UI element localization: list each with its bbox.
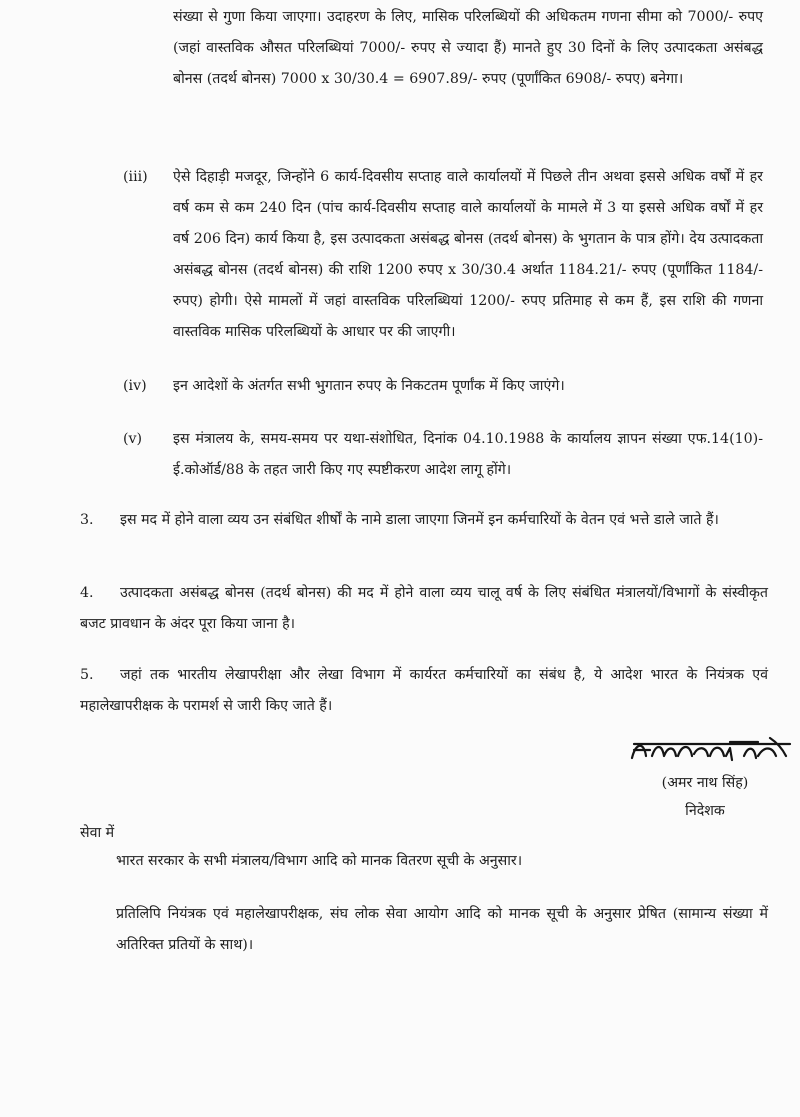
item-iii [123,162,763,352]
paragraph-5 [80,660,768,722]
paragraph-text: इस मद में होने वाला व्यय उन संबंधित शीर्षों के नामे डाला जाएगा जिनमें इन कर्मचारियों के वेतन एवं भत्ते डाले जाते हैं। [120,512,719,528]
item-text: इन आदेशों के अंतर्गत सभी भुगतान रुपए के निकटतम पूर्णांक में किए जाएंगे। [173,378,565,394]
item-number: (v) [123,431,143,447]
item-iv [123,371,763,403]
continuation-text: संख्या से गुणा किया जाएगा। उदाहरण के लिए, मासिक परिलब्धियों की अधिकतम गणना सीमा को 7000/- रुपए (जहां वास्तविक औसत परिलब्धियां 7000/- रुपए से ज्यादा हैं) मानते हुए 30 दिनों के लिए उत्पादकता असंबद्ध बोनस (तदर्थ बोनस) 7000 x 30/30.4 = 6907.89/- रुपए (पूर्णांकित 6908/- रुपए) बनेगा। [173,9,763,87]
signatory-name: (अमर नाथ सिंह) [661,775,749,791]
item-text: ऐसे दिहाड़ी मजदूर, जिन्होंने 6 कार्य-दिवसीय सप्ताह वाले कार्यालयों में पिछले तीन अथवा इससे अधिक वर्षों में हर वर्ष कम से कम 240 दिन (पांच कार्य-दिवसीय सप्ताह वाले कार्यालयों के मामले में 3 या इससे अधिक वर्षों में हर वर्ष 206 दिन) कार्य किया है, इस उत्पादकता असंबद्ध बोनस (तदर्थ बोनस) के भुगतान के पात्र होंगे। देय उत्पादकता असंबद्ध बोनस (तदर्थ बोनस) की राशि 1200 रुपए x 30/30.4 अर्थात 1184.21/- रुपए (पूर्णांकित 1184/- रुपए) होगी। ऐसे मामलों में जहां वास्तविक परिलब्धियां 1200/- रुपए प्रतिमाह से कम हैं, इस राशि की गणना वास्तविक मासिक परिलब्धियों के आधार पर की जाएगी। [173,169,763,340]
distribution-copy: प्रतिलिपि नियंत्रक एवं महालेखापरीक्षक, संघ लोक सेवा आयोग आदि को मानक सूची के अनुसार प्रेषित (सामान्य संख्या में अतिरिक्त प्रतियों के साथ)। [116,906,768,953]
item-text: इस मंत्रालय के, समय-समय पर यथा-संशोधित, दिनांक 04.10.1988 के कार्यालय ज्ञापन संख्या एफ.14(10)-ई.कोऑर्ड/88 के तहत जारी किए गए स्पष्टीकरण आदेश लागू होंगे। [173,431,763,478]
signatory-designation: निदेशक [685,803,725,819]
paragraph-4 [80,578,768,640]
paragraph-number: 5. [80,667,94,683]
paragraph-number: 3. [80,512,94,528]
signature-image [626,734,796,770]
item-number: (iii) [123,169,148,185]
item-v [123,424,763,488]
paragraph-text: उत्पादकता असंबद्ध बोनस (तदर्थ बोनस) की मद में होने वाला व्यय चालू वर्ष के लिए संबंधित मंत्रालयों/विभागों के संस्वीकृत बजट प्रावधान के अंदर पूरा किया जाना है। [80,585,768,632]
item-number: (iv) [123,378,147,394]
distribution-heading: सेवा में [80,825,115,841]
paragraph-number: 4. [80,585,94,601]
paragraph-3 [80,505,768,536]
paragraph-text: जहां तक भारतीय लेखापरीक्षा और लेखा विभाग में कार्यरत कर्मचारियों का संबंध है, ये आदेश भारत के नियंत्रक एवं महालेखापरीक्षक के परामर्श से जारी किए जाते हैं। [80,667,768,714]
distribution-to: भारत सरकार के सभी मंत्रालय/विभाग आदि को मानक वितरण सूची के अनुसार। [116,853,523,869]
